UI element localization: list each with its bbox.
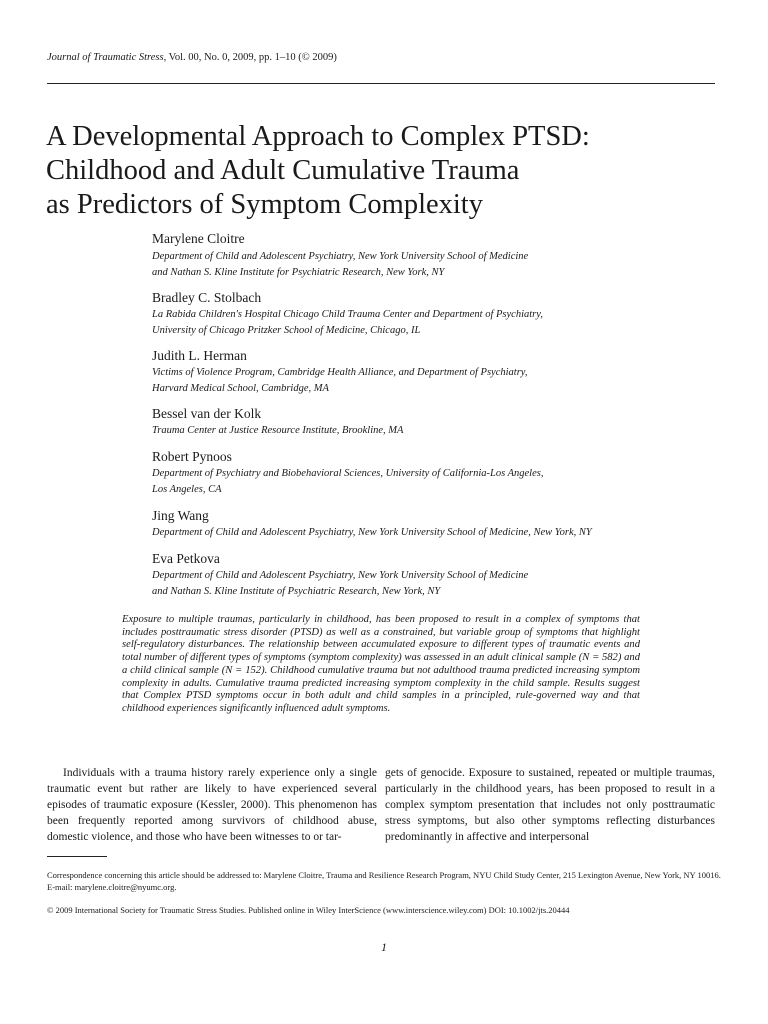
author-name: Judith L. Herman <box>152 348 247 363</box>
correspondence-footnote: Correspondence concerning this article should be addressed to: Marylene Cloitre, Trauma and Resilience Research Program, NYU Child Study Center, 215 Lexington Avenue, New York, NY 10016. E-mail: marylene.cloitre@nyumc.org. <box>47 870 721 892</box>
title-line-3: as Predictors of Symptom Complexity <box>46 189 483 220</box>
author-name: Marylene Cloitre <box>152 231 245 246</box>
author-affiliation: Victims of Violence Program, Cambridge Health Alliance, and Department of Psychiatry, Harvard Medical School, Cambridge, MA <box>152 367 528 394</box>
author-affiliation: Department of Child and Adolescent Psychiatry, New York University School of Medicine and Nathan S. Kline Institute for Psychiatric Research, New York, NY <box>152 251 529 278</box>
author-name: Robert Pynoos <box>152 449 232 464</box>
author-affiliation: La Rabida Children's Hospital Chicago Child Trauma Center and Department of Psychiatry, University of Chicago Pritzker School of Medicine, Chicago, IL <box>152 309 543 336</box>
copyright-footnote: © 2009 International Society for Traumatic Stress Studies. Published online in Wiley InterScience (www.interscience.wiley.com) DOI: 10.1002/jts.20444 <box>47 905 570 915</box>
footnote-divider <box>47 856 107 857</box>
header-divider <box>47 83 715 84</box>
title-line-1: A Developmental Approach to Complex PTSD: <box>46 121 590 152</box>
journal-citation <box>47 52 337 63</box>
journal-volume-info: , Vol. 00, No. 0, 2009, pp. 1–10 (© 2009) <box>163 52 337 63</box>
author-affiliation: Department of Child and Adolescent Psychiatry, New York University School of Medicine, New York, NY <box>152 527 592 538</box>
author-affiliation: Department of Child and Adolescent Psychiatry, New York University School of Medicine and Nathan S. Kline Institute of Psychiatric Research, New York, NY <box>152 570 529 597</box>
page-number: 1 <box>381 940 387 954</box>
author-name: Eva Petkova <box>152 551 220 566</box>
body-column-left: Individuals with a trauma history rarely experience only a single traumatic event but rather are likely to have experienced several episodes of traumatic exposure (Kessler, 2000). This phenomenon has been frequently reported among survivors of childhood abuse, domestic violence, and those who have been witnesses to or tar- <box>47 767 377 843</box>
author-name: Jing Wang <box>152 508 209 523</box>
author-affiliation: Trauma Center at Justice Resource Institute, Brookline, MA <box>152 425 404 436</box>
body-column-right: gets of genocide. Exposure to sustained, repeated or multiple traumas, particularly in the childhood years, has been proposed to result in a complex symptom presentation that includes not only posttraumatic stress symptoms, but also other symptoms reflecting disturbances predominantly in affective and interpersonal <box>385 767 715 843</box>
author-name: Bessel van der Kolk <box>152 406 262 421</box>
article-title <box>46 120 706 222</box>
abstract: Exposure to multiple traumas, particularly in childhood, has been proposed to result in a complex of symptoms that includes posttraumatic stress disorder (PTSD) as well as a constrained, but variable group of symptoms that highlight self-regulatory disturbances. The relationship between accumulated exposure to different types of traumatic events and total number of different types of symptoms (symptom complexity) was assessed in an adult clinical sample (N = 582) and a child clinical sample (N = 152). Childhood cumulative trauma but not adulthood trauma predicted increasing symptom complexity in adults. Cumulative trauma predicted increasing symptom complexity in the child sample. Results suggest that Complex PTSD symptoms occur in both adult and child samples in a principled, rule-governed way and that childhood experiences significantly influenced adult symptoms. <box>122 614 640 714</box>
author-name: Bradley C. Stolbach <box>152 290 262 305</box>
title-line-2: Childhood and Adult Cumulative Trauma <box>46 155 520 186</box>
author-affiliation: Department of Psychiatry and Biobehavioral Sciences, University of California-Los Angeles, Los Angeles, CA <box>152 468 544 495</box>
journal-name: Journal of Traumatic Stress <box>47 52 164 63</box>
